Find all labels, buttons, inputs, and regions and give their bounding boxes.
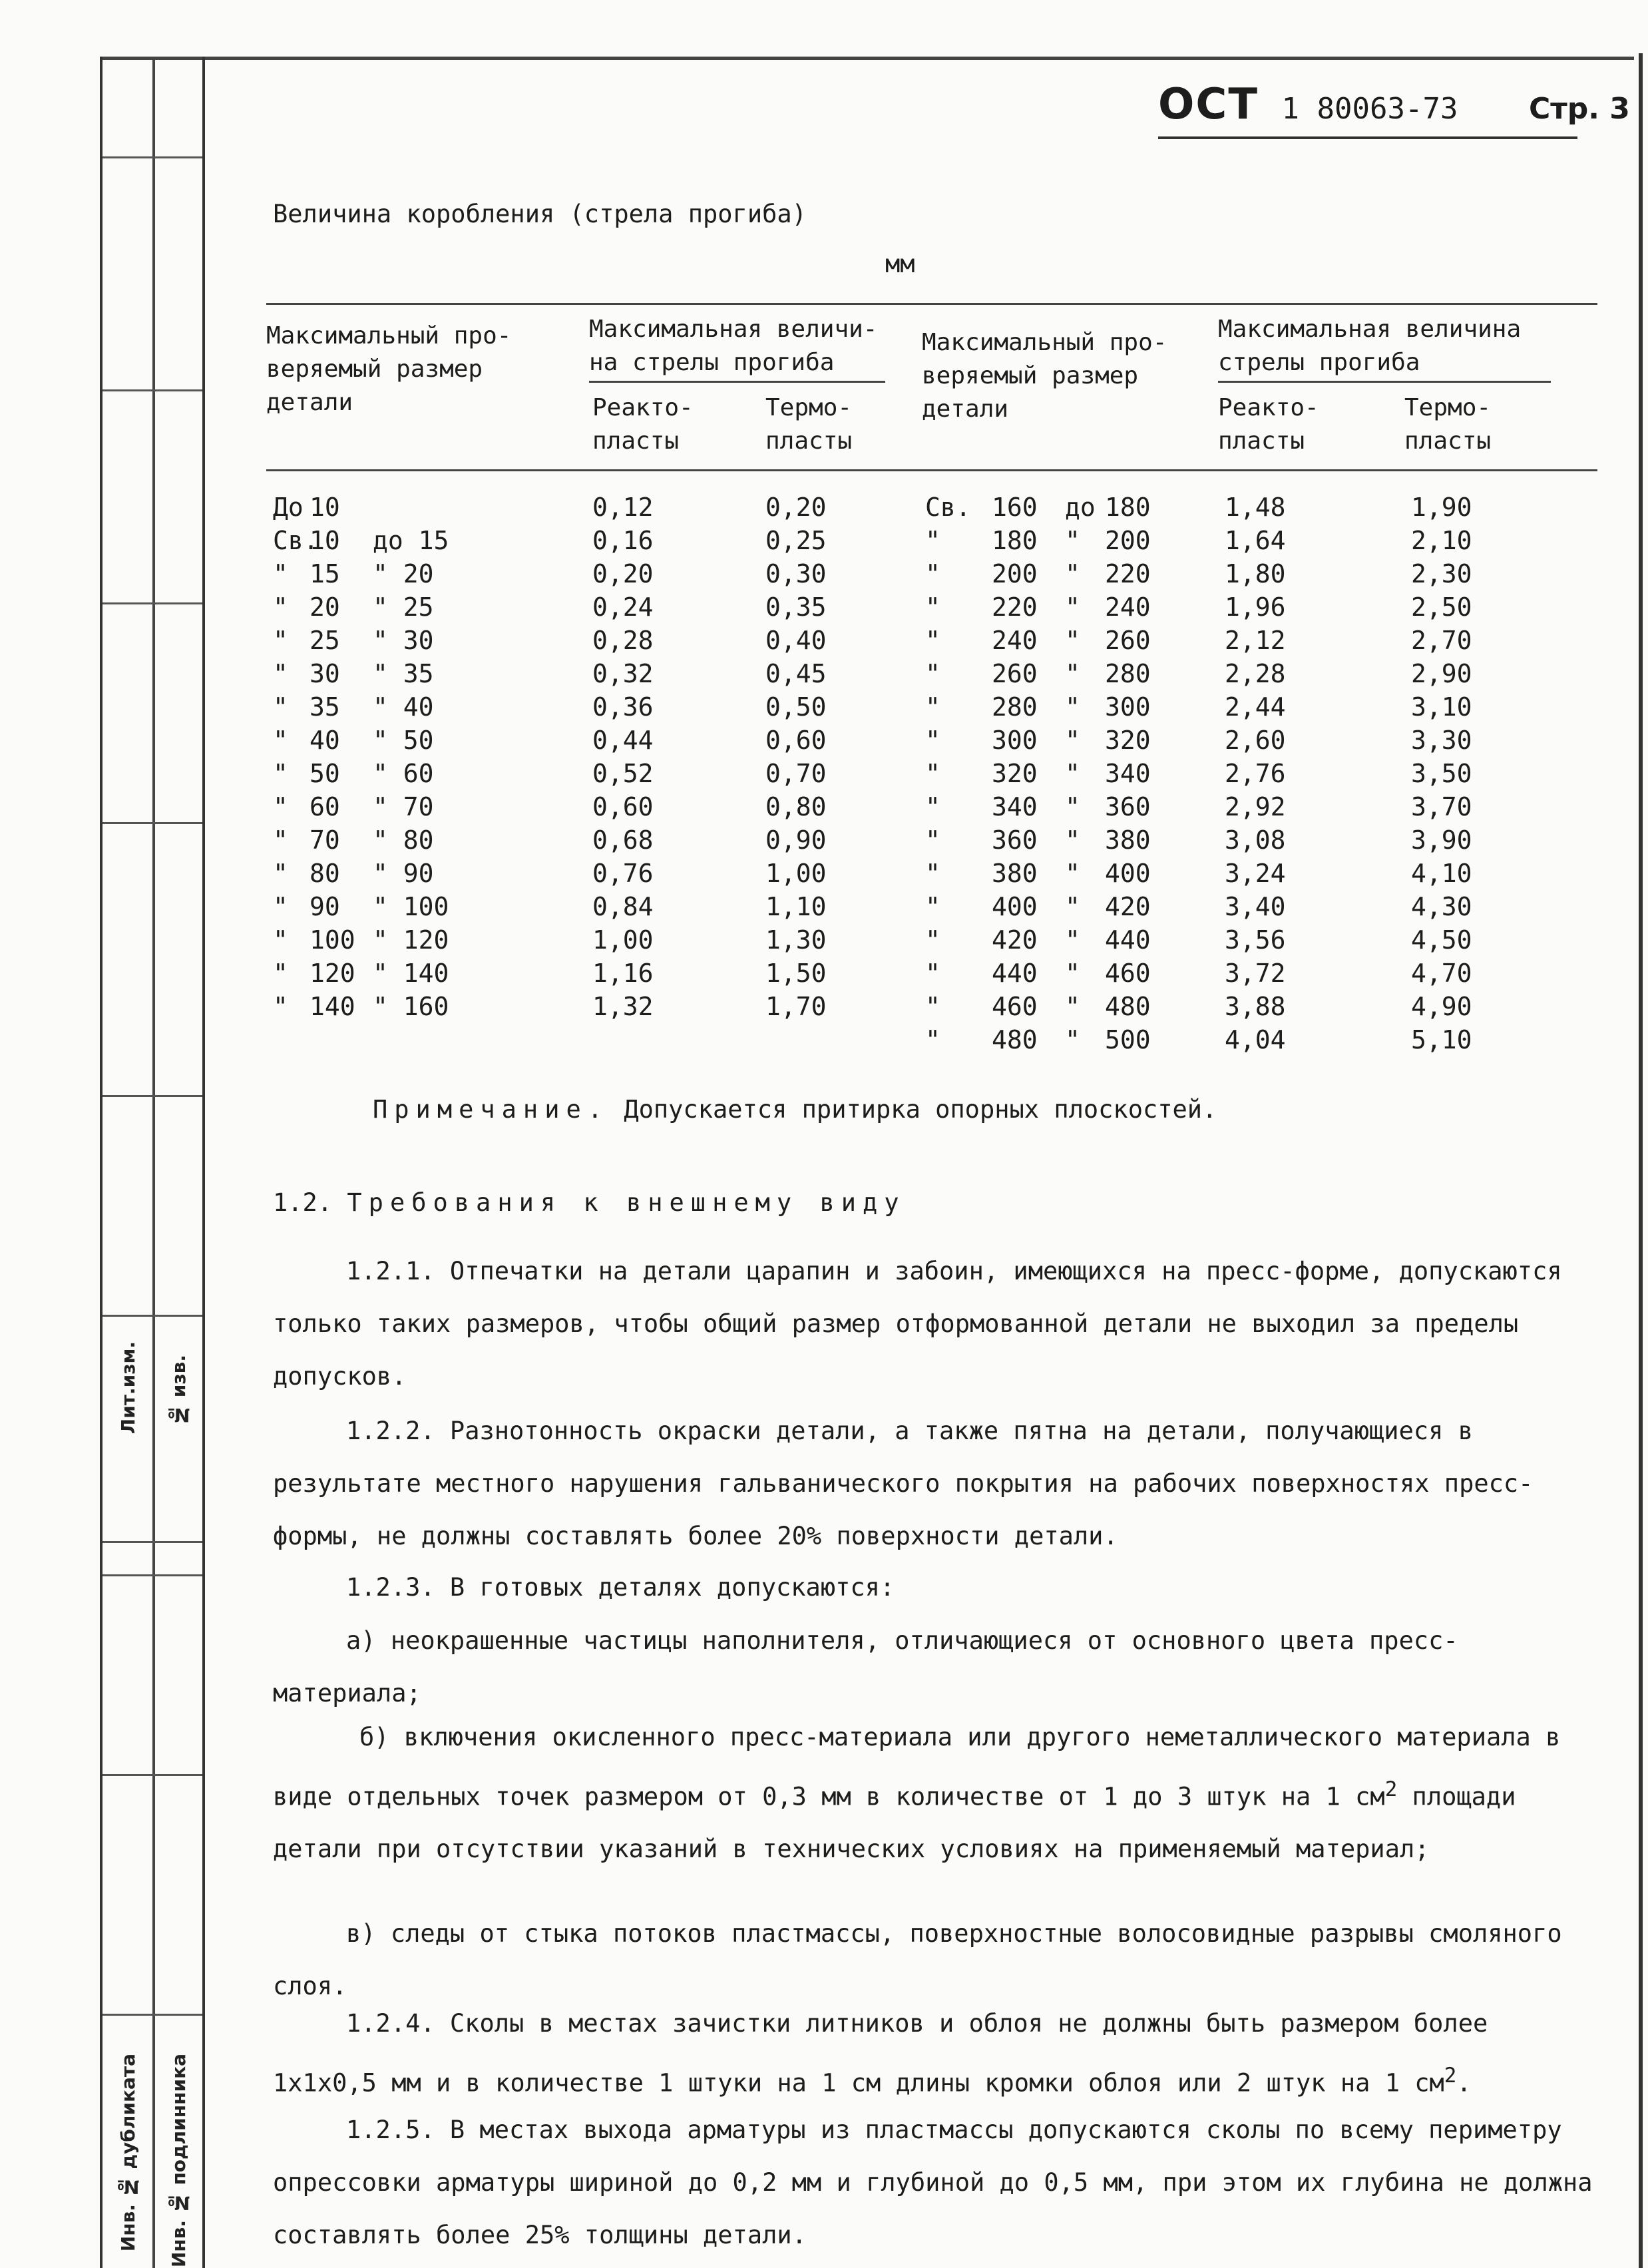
cell-p1: " (273, 592, 288, 622)
cell-b: " 25 (373, 592, 434, 622)
table-row (0, 925, 1648, 959)
cell-e: 340 (992, 792, 1038, 821)
cell-a: 120 (309, 959, 355, 988)
cell-f: 460 (1105, 959, 1151, 988)
document-header (1158, 80, 1630, 129)
cell-p1: " (273, 759, 288, 788)
cell-h: 2,70 (1411, 626, 1472, 655)
cell-h: 2,30 (1411, 559, 1472, 588)
cell-f: 280 (1105, 659, 1151, 688)
cell-e: 280 (992, 692, 1038, 722)
cell-p2: " (925, 726, 940, 755)
cell-c: 1,16 (592, 959, 654, 988)
cell-h: 3,30 (1411, 726, 1472, 755)
cell-d: 1,70 (765, 992, 827, 1021)
paragraph-1-2-3: 1.2.3. В готовых деталях допускаются: (346, 1573, 895, 1602)
table-row (0, 959, 1648, 992)
cell-m: " (1065, 626, 1080, 655)
cell-p2: " (925, 1025, 940, 1054)
cell-p2: " (925, 859, 940, 888)
table-row (0, 726, 1648, 759)
cell-e: 420 (992, 925, 1038, 955)
table-row (0, 592, 1648, 626)
cell-f: 500 (1105, 1025, 1151, 1054)
cell-g: 1,48 (1225, 493, 1286, 522)
cell-m: " (1065, 992, 1080, 1021)
col2-sub-thermo: Термо- пласты (765, 394, 853, 455)
table-row (0, 992, 1648, 1025)
cell-p1: До (273, 493, 304, 522)
margin-stamp-column (100, 57, 205, 2268)
cell-a: 15 (309, 559, 340, 588)
cell-p1: " (273, 992, 288, 1021)
cell-m: " (1065, 1025, 1080, 1054)
no-izv-label: № изв. (168, 1355, 190, 1426)
page-top-border (100, 57, 1634, 60)
cell-f: 340 (1105, 759, 1151, 788)
col3-header: Максимальный про- веряемый размер детали (922, 329, 1167, 423)
cell-b: " 50 (373, 726, 434, 755)
table-row (0, 559, 1648, 592)
cell-g: 2,76 (1225, 759, 1286, 788)
cell-g: 3,56 (1225, 925, 1286, 955)
cell-b: " 40 (373, 692, 434, 722)
cell-g: 1,64 (1225, 526, 1286, 555)
standard-number: 1 80063-73 (1281, 92, 1458, 126)
cell-p1: " (273, 925, 288, 955)
table-top-rule (266, 303, 1597, 305)
cell-e: 220 (992, 592, 1038, 622)
cell-h: 3,10 (1411, 692, 1472, 722)
cell-g: 2,44 (1225, 692, 1286, 722)
col4-sub-thermo: Термо- пласты (1404, 394, 1492, 455)
cell-a: 10 (309, 526, 340, 555)
cell-m: до (1065, 493, 1096, 522)
paragraph-v: в) следы от стыка потоков пластмассы, поверхностные волосовидные разрывы смоляного слоя. (273, 1919, 1562, 2000)
cell-m: " (1065, 959, 1080, 988)
table-row (0, 626, 1648, 659)
cell-h: 2,90 (1411, 659, 1472, 688)
cell-a: 20 (309, 592, 340, 622)
cell-p2: " (925, 825, 940, 855)
cell-g: 1,80 (1225, 559, 1286, 588)
cell-e: 260 (992, 659, 1038, 688)
cell-d: 0,80 (765, 792, 827, 821)
cell-e: 360 (992, 825, 1038, 855)
cell-c: 0,20 (592, 559, 654, 588)
note (373, 1095, 1217, 1124)
cell-f: 260 (1105, 626, 1151, 655)
paragraph-1-2-2: 1.2.2. Разнотонность окраски детали, а также пятна на детали, получающиеся в результате местного нарушения гальванического покрытия на рабочих поверхностях пресс-формы, не должны составлять более 20% поверхности детали. (273, 1417, 1534, 1550)
cell-c: 0,68 (592, 825, 654, 855)
cell-h: 4,10 (1411, 859, 1472, 888)
cell-d: 0,90 (765, 825, 827, 855)
cell-d: 0,45 (765, 659, 827, 688)
cell-m: " (1065, 792, 1080, 821)
cell-p1: " (273, 959, 288, 988)
cell-p1: " (273, 825, 288, 855)
cell-p1: " (273, 726, 288, 755)
cell-g: 4,04 (1225, 1025, 1286, 1054)
cell-p1: " (273, 692, 288, 722)
cell-g: 2,28 (1225, 659, 1286, 688)
cell-a: 100 (309, 925, 355, 955)
cell-g: 3,24 (1225, 859, 1286, 888)
cell-m: " (1065, 592, 1080, 622)
cell-h: 4,50 (1411, 925, 1472, 955)
cell-d: 1,50 (765, 959, 827, 988)
cell-c: 1,32 (592, 992, 654, 1021)
cell-m: " (1065, 892, 1080, 921)
cell-a: 10 (309, 493, 340, 522)
cell-h: 3,50 (1411, 759, 1472, 788)
cell-d: 0,50 (765, 692, 827, 722)
cell-f: 400 (1105, 859, 1151, 888)
cell-c: 0,44 (592, 726, 654, 755)
cell-g: 3,40 (1225, 892, 1286, 921)
cell-f: 220 (1105, 559, 1151, 588)
cell-a: 35 (309, 692, 340, 722)
cell-e: 320 (992, 759, 1038, 788)
cell-b: " 140 (373, 959, 449, 988)
table-caption: Величина коробления (стрела прогиба) (273, 200, 807, 228)
cell-f: 420 (1105, 892, 1151, 921)
cell-p1: " (273, 626, 288, 655)
cell-h: 2,10 (1411, 526, 1472, 555)
cell-f: 440 (1105, 925, 1151, 955)
cell-e: 440 (992, 959, 1038, 988)
header-underline (1158, 136, 1577, 139)
table-unit: мм (885, 250, 915, 278)
cell-g: 2,12 (1225, 626, 1286, 655)
cell-h: 3,70 (1411, 792, 1472, 821)
table-row (0, 1025, 1648, 1058)
cell-b: " 90 (373, 859, 434, 888)
cell-g: 3,08 (1225, 825, 1286, 855)
cell-h: 2,50 (1411, 592, 1472, 622)
paragraph-1-2-4: 1.2.4. Сколы в местах зачистки литников и облоя не должны быть размером более 1x1x0,5 мм и в количестве 1 штуки на 1 см длины кромки облоя или 2 штук на 1 $см^2$. (273, 2009, 1488, 2098)
cell-f: 360 (1105, 792, 1151, 821)
paragraph-1-2-5: 1.2.5. В местах выхода арматуры из пластмассы допускаются сколы по всему периметру опрессовки арматуры шириной до 0,2 мм и глубиной до 0,5 мм, при этом их глубина не должна составлять более 25% толщины детали. (273, 2116, 1593, 2249)
cell-f: 200 (1105, 526, 1151, 555)
cell-p2: " (925, 925, 940, 955)
cell-d: 0,70 (765, 759, 827, 788)
table-row (0, 493, 1648, 526)
inv-dubl-label: Инв. № дубликата (117, 2054, 139, 2252)
cell-d: 1,00 (765, 859, 827, 888)
cell-b: " 70 (373, 792, 434, 821)
cell-a: 40 (309, 726, 340, 755)
col2-header: Максимальная величи- на стрелы прогиба (589, 316, 878, 376)
cell-h: 4,70 (1411, 959, 1472, 988)
cell-p2: " (925, 626, 940, 655)
cell-b: " 100 (373, 892, 449, 921)
cell-a: 30 (309, 659, 340, 688)
cell-a: 25 (309, 626, 340, 655)
cell-m: " (1065, 925, 1080, 955)
cell-e: 240 (992, 626, 1038, 655)
cell-m: " (1065, 759, 1080, 788)
cell-e: 460 (992, 992, 1038, 1021)
cell-b: " 80 (373, 825, 434, 855)
note-text: Допускается притирка опорных плоскостей. (624, 1095, 1217, 1124)
col2-subrule (589, 381, 885, 383)
cell-a: 70 (309, 825, 340, 855)
page-number: Стр. 3 (1528, 92, 1630, 126)
cell-h: 3,90 (1411, 825, 1472, 855)
cell-p2: " (925, 559, 940, 588)
cell-p2: " (925, 759, 940, 788)
cell-c: 0,52 (592, 759, 654, 788)
cell-b: " 120 (373, 925, 449, 955)
cell-p2: " (925, 959, 940, 988)
cell-p1: " (273, 892, 288, 921)
cell-h: 1,90 (1411, 493, 1472, 522)
col2-sub-reacto: Реакто- пласты (592, 394, 694, 455)
cell-a: 80 (309, 859, 340, 888)
cell-f: 240 (1105, 592, 1151, 622)
cell-p2: Св. (925, 493, 971, 522)
paragraph-a: а) неокрашенные частицы наполнителя, отличающиеся от основного цвета пресс-материала; (273, 1626, 1458, 1707)
cell-c: 0,60 (592, 792, 654, 821)
cell-c: 0,16 (592, 526, 654, 555)
paragraph-b: б) включения окисленного пресс-материала или другого неметаллического материала в виде отдельных точек размером от 0,3 мм в количестве от 1 до 3 штук на 1 $см^2$ площади детали при отсутствии указаний в технических условиях на применяемый материал; (273, 1723, 1561, 1864)
cell-a: 50 (309, 759, 340, 788)
cell-d: 1,30 (765, 925, 827, 955)
cell-c: 0,28 (592, 626, 654, 655)
cell-e: 180 (992, 526, 1038, 555)
cell-p2: " (925, 692, 940, 722)
col4-subrule (1218, 381, 1551, 383)
cell-a: 140 (309, 992, 355, 1021)
col1-header: Максимальный про- веряемый размер детали (266, 322, 512, 416)
cell-e: 300 (992, 726, 1038, 755)
inv-podl-label: Инв. № подлинника (168, 2054, 190, 2268)
section-heading (273, 1188, 906, 1217)
cell-m: " (1065, 859, 1080, 888)
standard-code: ОСТ (1158, 80, 1259, 129)
cell-b: " 60 (373, 759, 434, 788)
cell-m: " (1065, 526, 1080, 555)
cell-e: 380 (992, 859, 1038, 888)
table-row (0, 859, 1648, 892)
cell-h: 4,90 (1411, 992, 1472, 1021)
col4-sub-reacto: Реакто- пласты (1218, 394, 1319, 455)
cell-h: 5,10 (1411, 1025, 1472, 1054)
table-row (0, 892, 1648, 925)
cell-p1: " (273, 859, 288, 888)
table-row (0, 759, 1648, 792)
cell-g: 2,92 (1225, 792, 1286, 821)
table-row (0, 526, 1648, 559)
cell-c: 0,12 (592, 493, 654, 522)
cell-b: до 15 (373, 526, 449, 555)
section-number: 1.2. (273, 1188, 333, 1217)
cell-c: 0,24 (592, 592, 654, 622)
table-row (0, 659, 1648, 692)
cell-c: 0,32 (592, 659, 654, 688)
cell-p2: " (925, 792, 940, 821)
table-row (0, 825, 1648, 859)
cell-c: 0,84 (592, 892, 654, 921)
cell-p2: " (925, 592, 940, 622)
cell-e: 400 (992, 892, 1038, 921)
cell-f: 480 (1105, 992, 1151, 1021)
cell-e: 480 (992, 1025, 1038, 1054)
cell-m: " (1065, 559, 1080, 588)
paragraph-1-2-1: 1.2.1. Отпечатки на детали царапин и забоин, имеющихся на пресс-форме, допускаются только таких размеров, чтобы общий размер отформованной детали не выходил за пределы допусков. (273, 1257, 1562, 1391)
cell-b: " 160 (373, 992, 449, 1021)
cell-f: 320 (1105, 726, 1151, 755)
cell-d: 0,20 (765, 493, 827, 522)
cell-f: 380 (1105, 825, 1151, 855)
cell-m: " (1065, 659, 1080, 688)
cell-f: 300 (1105, 692, 1151, 722)
table-row (0, 792, 1648, 825)
section-title: Требования к внешнему виду (347, 1188, 906, 1217)
cell-d: 0,60 (765, 726, 827, 755)
cell-a: 60 (309, 792, 340, 821)
cell-m: " (1065, 726, 1080, 755)
col4-header: Максимальная величина стрелы прогиба (1218, 316, 1522, 376)
cell-b: " 30 (373, 626, 434, 655)
cell-p1: " (273, 559, 288, 588)
cell-e: 160 (992, 493, 1038, 522)
cell-g: 3,72 (1225, 959, 1286, 988)
lit-izm-label: Лит.изм. (117, 1341, 139, 1435)
cell-g: 2,60 (1225, 726, 1286, 755)
cell-a: 90 (309, 892, 340, 921)
note-label: Примечание. (373, 1095, 610, 1124)
cell-p2: " (925, 892, 940, 921)
cell-c: 1,00 (592, 925, 654, 955)
cell-m: " (1065, 692, 1080, 722)
cell-g: 3,88 (1225, 992, 1286, 1021)
cell-d: 0,25 (765, 526, 827, 555)
table-header-rule (266, 469, 1597, 471)
cell-d: 1,10 (765, 892, 827, 921)
cell-g: 1,96 (1225, 592, 1286, 622)
cell-b: " 20 (373, 559, 434, 588)
cell-e: 200 (992, 559, 1038, 588)
cell-p1: " (273, 659, 288, 688)
cell-f: 180 (1105, 493, 1151, 522)
cell-m: " (1065, 825, 1080, 855)
cell-c: 0,36 (592, 692, 654, 722)
cell-d: 0,35 (765, 592, 827, 622)
cell-p2: " (925, 659, 940, 688)
cell-d: 0,30 (765, 559, 827, 588)
cell-h: 4,30 (1411, 892, 1472, 921)
cell-d: 0,40 (765, 626, 827, 655)
cell-p1: " (273, 792, 288, 821)
cell-p2: " (925, 992, 940, 1021)
cell-p1: Св. (273, 526, 319, 555)
cell-c: 0,76 (592, 859, 654, 888)
page-right-edge (1639, 53, 1643, 2268)
cell-p2: " (925, 526, 940, 555)
cell-b: " 35 (373, 659, 434, 688)
table-row (0, 692, 1648, 726)
